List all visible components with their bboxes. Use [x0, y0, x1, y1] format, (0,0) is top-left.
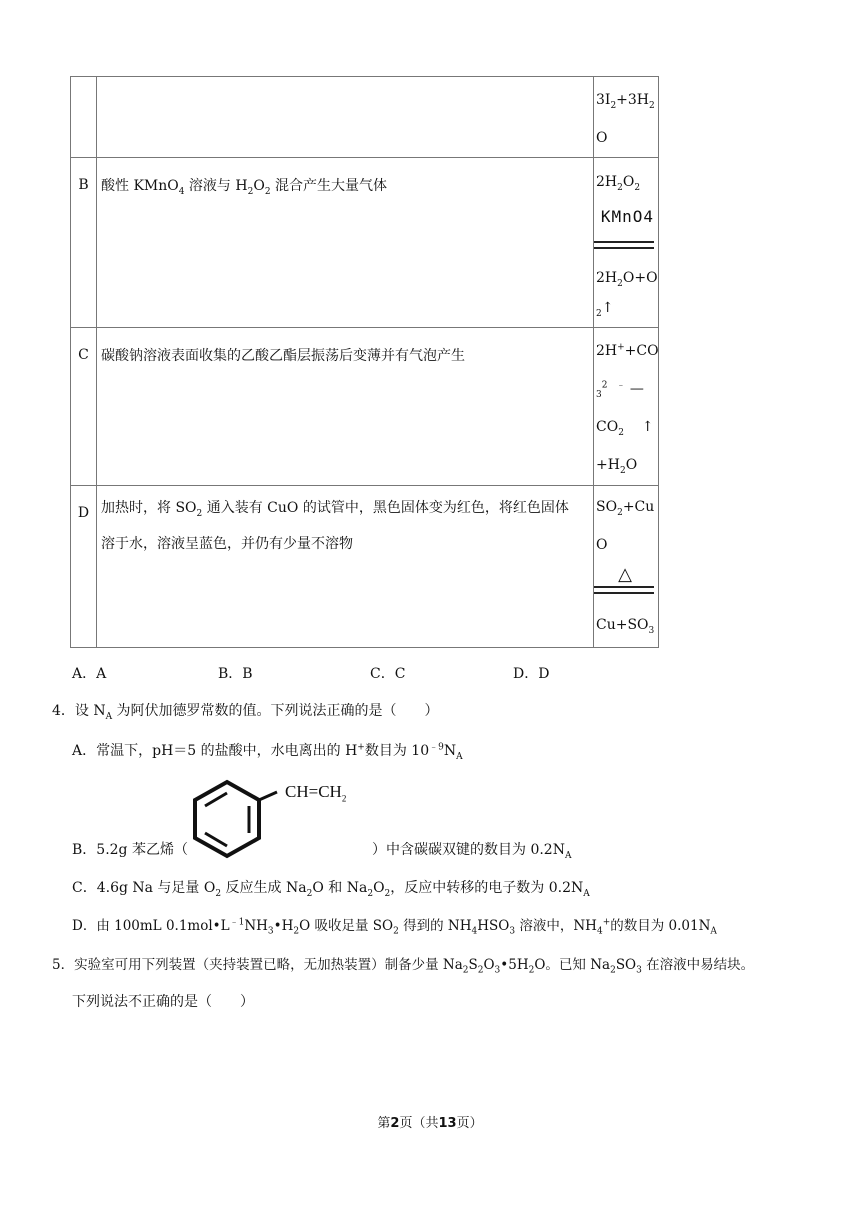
q5-stem: 5．实验室可用下列装置（夹持装置已略，无加热装置）制备少量 $Na_2S_2O_3•5H_2O$。已知 $Na_2SO_3$ 在溶液中易结块。: [52, 957, 755, 976]
row-letter: D: [71, 486, 97, 648]
heat-condition-icon: △: [618, 564, 632, 585]
row-letter: B: [71, 158, 97, 328]
q4-stem: 4．设 $N_A$ 为阿伏加德罗常数的值。下列说法正确的是（ ）: [52, 703, 439, 722]
row-equation: 2H++CO $_3^2$ ﹣ — $CO_2$ ↑ $+H_2O$: [594, 328, 659, 486]
q4-option-c: C．4.6g Na 与足量 $O_2$ 反应生成 $Na_2O$ 和 $Na_2O_2$，反应中转移的电子数为 $0.2N_A$: [72, 880, 590, 899]
option-a: A．A: [72, 666, 107, 682]
row-equation: $SO_2+Cu$ O △ $Cu+SO_3$: [594, 486, 659, 648]
q3-equation-table: [70, 76, 659, 648]
row-description: [97, 77, 594, 158]
table-row-a: [71, 77, 659, 158]
table-row-b: [71, 158, 659, 328]
table-row-d: [71, 486, 659, 648]
q4-option-d: D．由 100mL $0.1mol•L^{﹣1}NH_3•H_2O$ 吸收足量 $SO_2$ 得到的 $NH_4HSO_3$ 溶液中，$NH_4^+$的数目为 $0.01N_A$: [72, 917, 717, 937]
vinyl-group-label: $CH=CH_2$: [285, 782, 347, 804]
catalyst-label: KMnO4: [600, 207, 654, 226]
table-row-c: [71, 328, 659, 486]
option-b: B．B: [218, 666, 253, 682]
row-description: 碳酸钠溶液表面收集的乙酸乙酯层振荡后变薄并有气泡产生: [97, 328, 594, 486]
option-d: D．D: [513, 666, 550, 682]
q5-stem-line2: 下列说法不正确的是（ ）: [72, 994, 254, 1010]
row-description: 酸性 KMnO$_4$ 溶液与 $H_2O_2$ 混合产生大量气体: [97, 158, 594, 328]
row-equation: $2H_2O_2$ KMnO4 $2H_2O+O$ $_2$↑: [594, 158, 659, 328]
q4-option-b: B．5.2g 苯乙烯（: [72, 842, 188, 858]
row-equation: $3I_2+3H_2$ O: [594, 77, 659, 158]
q4-option-b-tail: ）中含碳碳双键的数目为 $0.2N_A$: [372, 842, 572, 861]
equals-sign: [594, 586, 654, 594]
styrene-structure: [185, 778, 370, 868]
option-c: C．C: [370, 666, 406, 682]
page-footer: 第2页（共13页）: [377, 1116, 483, 1131]
equals-sign: [594, 241, 654, 249]
row-letter: [71, 77, 97, 158]
q4-option-a: A．常温下，pH＝5 的盐酸中，水电离出的 H+数目为 $10^{﹣9}N_A$: [72, 742, 463, 762]
row-letter: C: [71, 328, 97, 486]
row-description: 加热时，将 $SO_2$ 通入装有 CuO 的试管中，黑色固体变为红色，将红色固体 溶于水，溶液呈蓝色，并仍有少量不溶物: [97, 486, 594, 648]
